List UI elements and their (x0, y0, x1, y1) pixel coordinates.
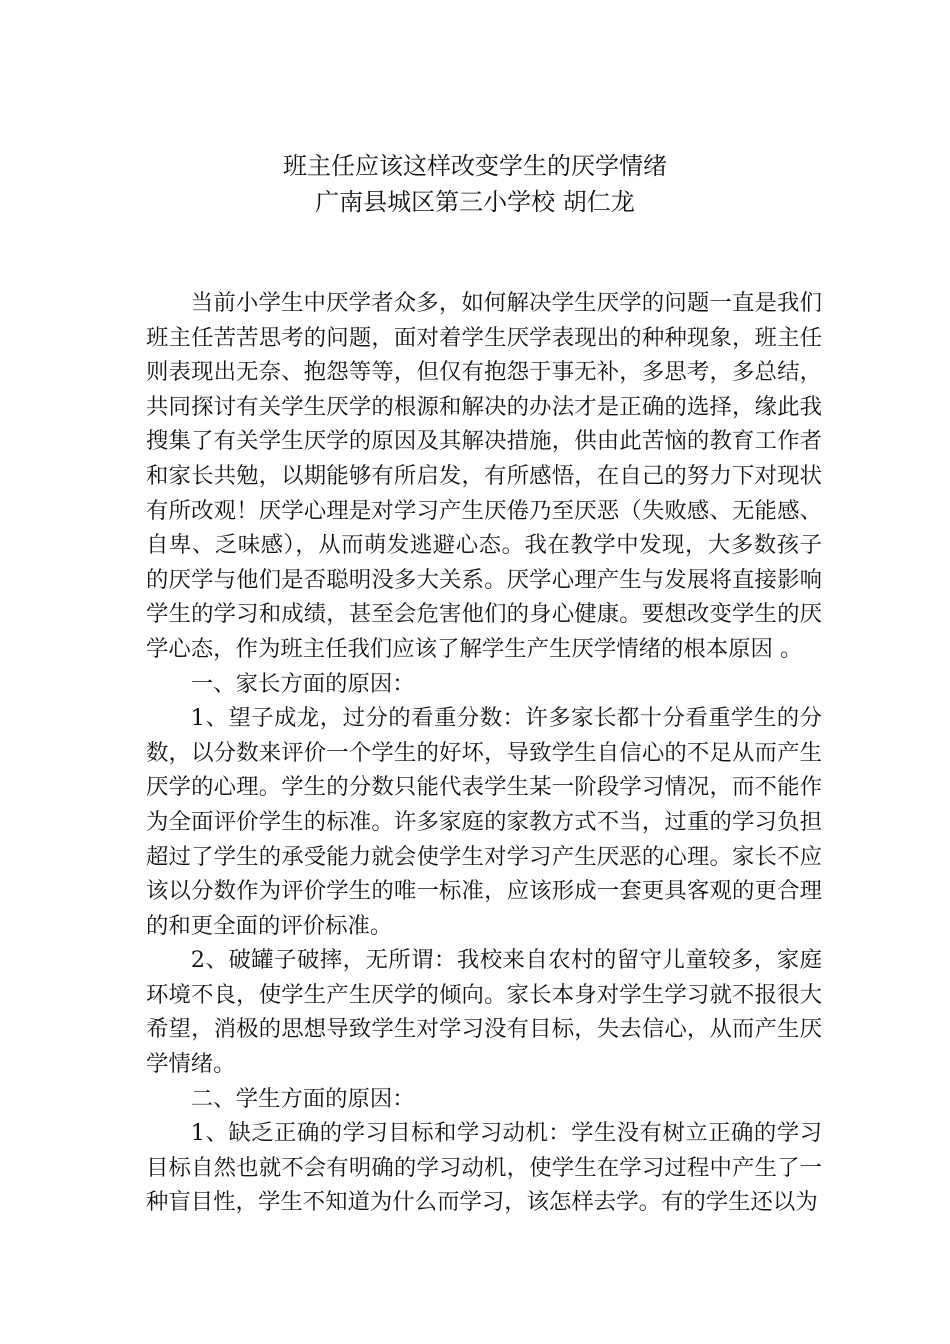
section-heading-parents: 一、家长方面的原因： (190, 670, 415, 697)
document-title: 班主任应该这样改变学生的厌学情绪 (283, 152, 667, 180)
paragraph-parents-2: 2、破罐子破摔，无所谓：我校来自农村的留守儿童较多，家庭环境不良，使学生产生厌学的倾向。家长本身对学生学习就不报很大希望，消极的思想导致学生对学习没有目标，失去信心，从而产生厌学情绪。 (146, 947, 822, 1078)
author-line: 广南县城区第三小学校 胡仁龙 (315, 188, 635, 216)
paragraph-students-1: 1、缺乏正确的学习目标和学习动机：学生没有树立正确的学习目标自然也就不会有明确的学习动机，使学生在学习过程中产生了一种盲目性，学生不知道为什么而学习，该怎样去学。有的学生还以为 (146, 1120, 822, 1216)
document-body (146, 286, 822, 1220)
paragraph-parents-1: 1、望子成龙，过分的看重分数：许多家长都十分看重学生的分数，以分数来评价一个学生的好坏，导致学生自信心的不足从而产生厌学的心理。学生的分数只能代表学生某一阶段学习情况，而不能作为全面评价学生的标准。许多家庭的家教方式不当，过重的学习负担超过了学生的承受能力就会使学生对学习产生厌恶的心理。家长不应该以分数作为评价学生的唯一标准，应该形成一套更具客观的更合理的和更全面的评价标准。 (146, 705, 822, 939)
paragraph-intro: 当前小学生中厌学者众多，如何解决学生厌学的问题一直是我们班主任苦苦思考的问题，面对着学生厌学表现出的种种现象，班主任则表现出无奈、抱怨等等，但仅有抱怨于事无补，多思考，多总结，共同探讨有关学生厌学的根源和解决的办法才是正确的选择，缘此我搜集了有关学生厌学的原因及其解决措施，供由此苦恼的教育工作者和家长共勉，以期能够有所启发，有所感悟，在自己的努力下对现状有所改观！厌学心理是对学习产生厌倦乃至厌恶（失败感、无能感、自卑、乏味感），从而萌发逃避心态。我在教学中发现，大多数孩子的厌学与他们是否聪明没多大关系。厌学心理产生与发展将直接影响学生的学习和成绩，甚至会危害他们的身心健康。要想改变学生的厌学心态，作为班主任我们应该了解学生产生厌学情绪的根本原因 。 (146, 290, 822, 662)
title-block (0, 148, 950, 220)
section-heading-students: 二、学生方面的原因： (190, 1085, 415, 1112)
